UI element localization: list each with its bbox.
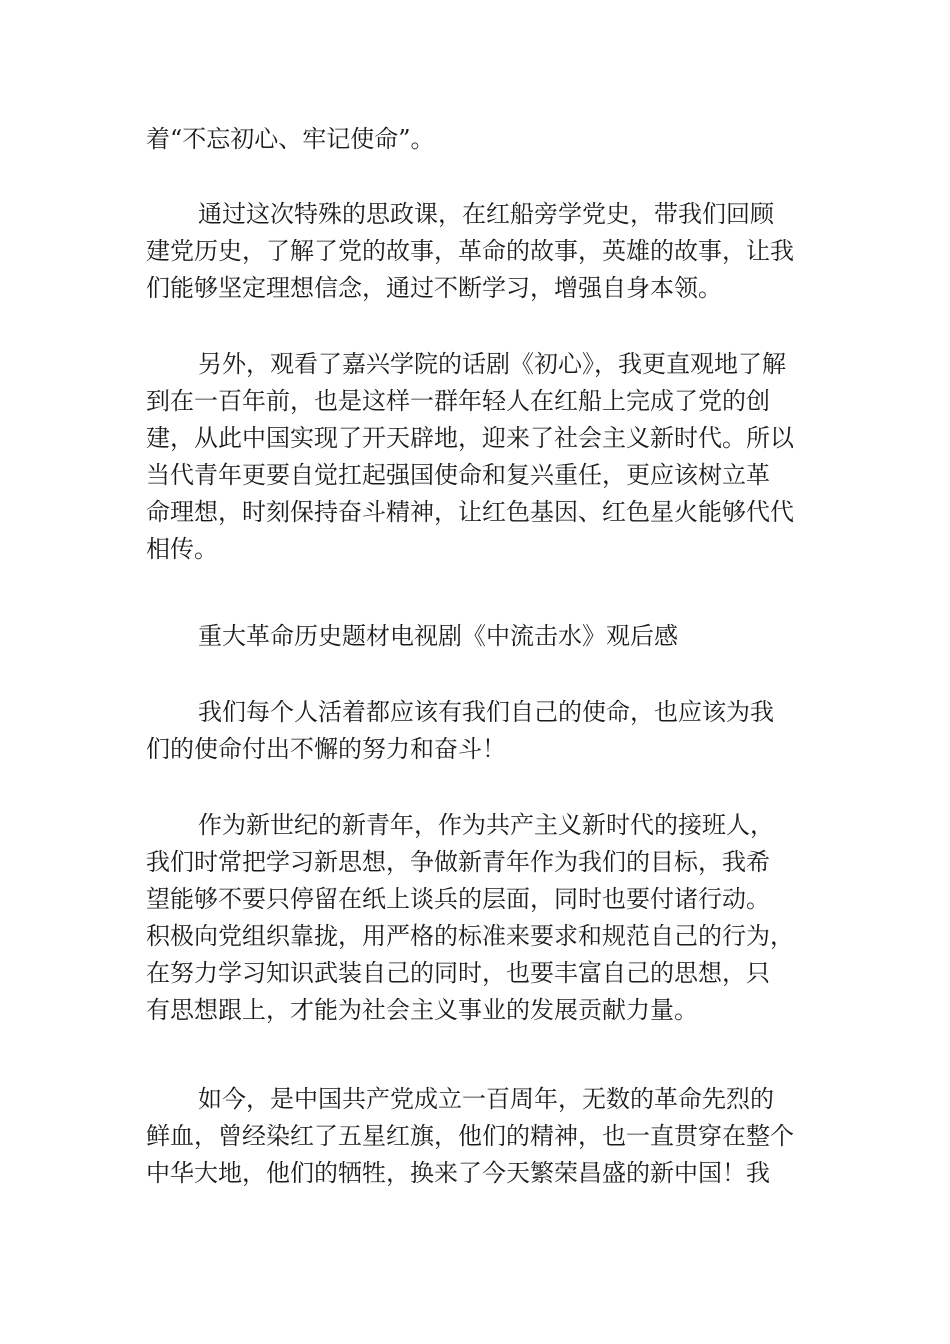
text-line: 望能够不要只停留在纸上谈兵的层面，同时也要付诸行动。	[146, 885, 770, 913]
section-title: 重大革命历史题材电视剧《中流击水》观后感	[198, 622, 678, 650]
text-line: 当代青年更要自觉扛起强国使命和复兴重任，更应该树立革	[146, 461, 770, 489]
text-line: 作为新世纪的新青年，作为共产主义新时代的接班人，	[198, 811, 774, 839]
text-line: 如今，是中国共产党成立一百周年，无数的革命先烈的	[198, 1085, 774, 1113]
paragraph-new-youth	[146, 807, 816, 1029]
text-line: 中华大地，他们的牺牲，换来了今天繁荣昌盛的新中国！我	[146, 1159, 770, 1187]
text-line: 建党历史，了解了党的故事，革命的故事，英雄的故事，让我	[146, 237, 794, 265]
text-line: 命理想，时刻保持奋斗精神，让红色基因、红色星火能够代代	[146, 498, 794, 526]
section-heading	[146, 618, 816, 655]
text-line: 相传。	[146, 535, 218, 563]
text-line: 另外，观看了嘉兴学院的话剧《初心》，我更直观地了解	[198, 350, 786, 378]
text-line: 们能够坚定理想信念，通过不断学习，增强自身本领。	[146, 274, 722, 302]
paragraph-centenary	[146, 1081, 816, 1192]
text-line: 到在一百年前，也是这样一群年轻人在红船上完成了党的创	[146, 387, 770, 415]
text-line: 鲜血，曾经染红了五星红旗，他们的精神，也一直贯穿在整个	[146, 1122, 794, 1150]
paragraph-mission	[146, 694, 816, 768]
text-line: 我们每个人活着都应该有我们自己的使命，也应该为我	[198, 698, 774, 726]
paragraph-continuation	[146, 121, 816, 158]
text-line: 有思想跟上，才能为社会主义事业的发展贡献力量。	[146, 996, 698, 1024]
paragraph-drama-chuxin	[146, 346, 816, 568]
text-line: 积极向党组织靠拢，用严格的标准来要求和规范自己的行为，	[146, 922, 794, 950]
text-line: 着“不忘初心、牢记使命”。	[146, 125, 435, 153]
text-line: 们的使命付出不懈的努力和奋斗！	[146, 735, 506, 763]
text-line: 建，从此中国实现了开天辟地，迎来了社会主义新时代。所以	[146, 424, 794, 452]
paragraph-study-history	[146, 196, 816, 307]
text-line: 我们时常把学习新思想，争做新青年作为我们的目标，我希	[146, 848, 770, 876]
text-line: 通过这次特殊的思政课，在红船旁学党史，带我们回顾	[198, 200, 774, 228]
text-line: 在努力学习知识武装自己的同时，也要丰富自己的思想，只	[146, 959, 770, 987]
